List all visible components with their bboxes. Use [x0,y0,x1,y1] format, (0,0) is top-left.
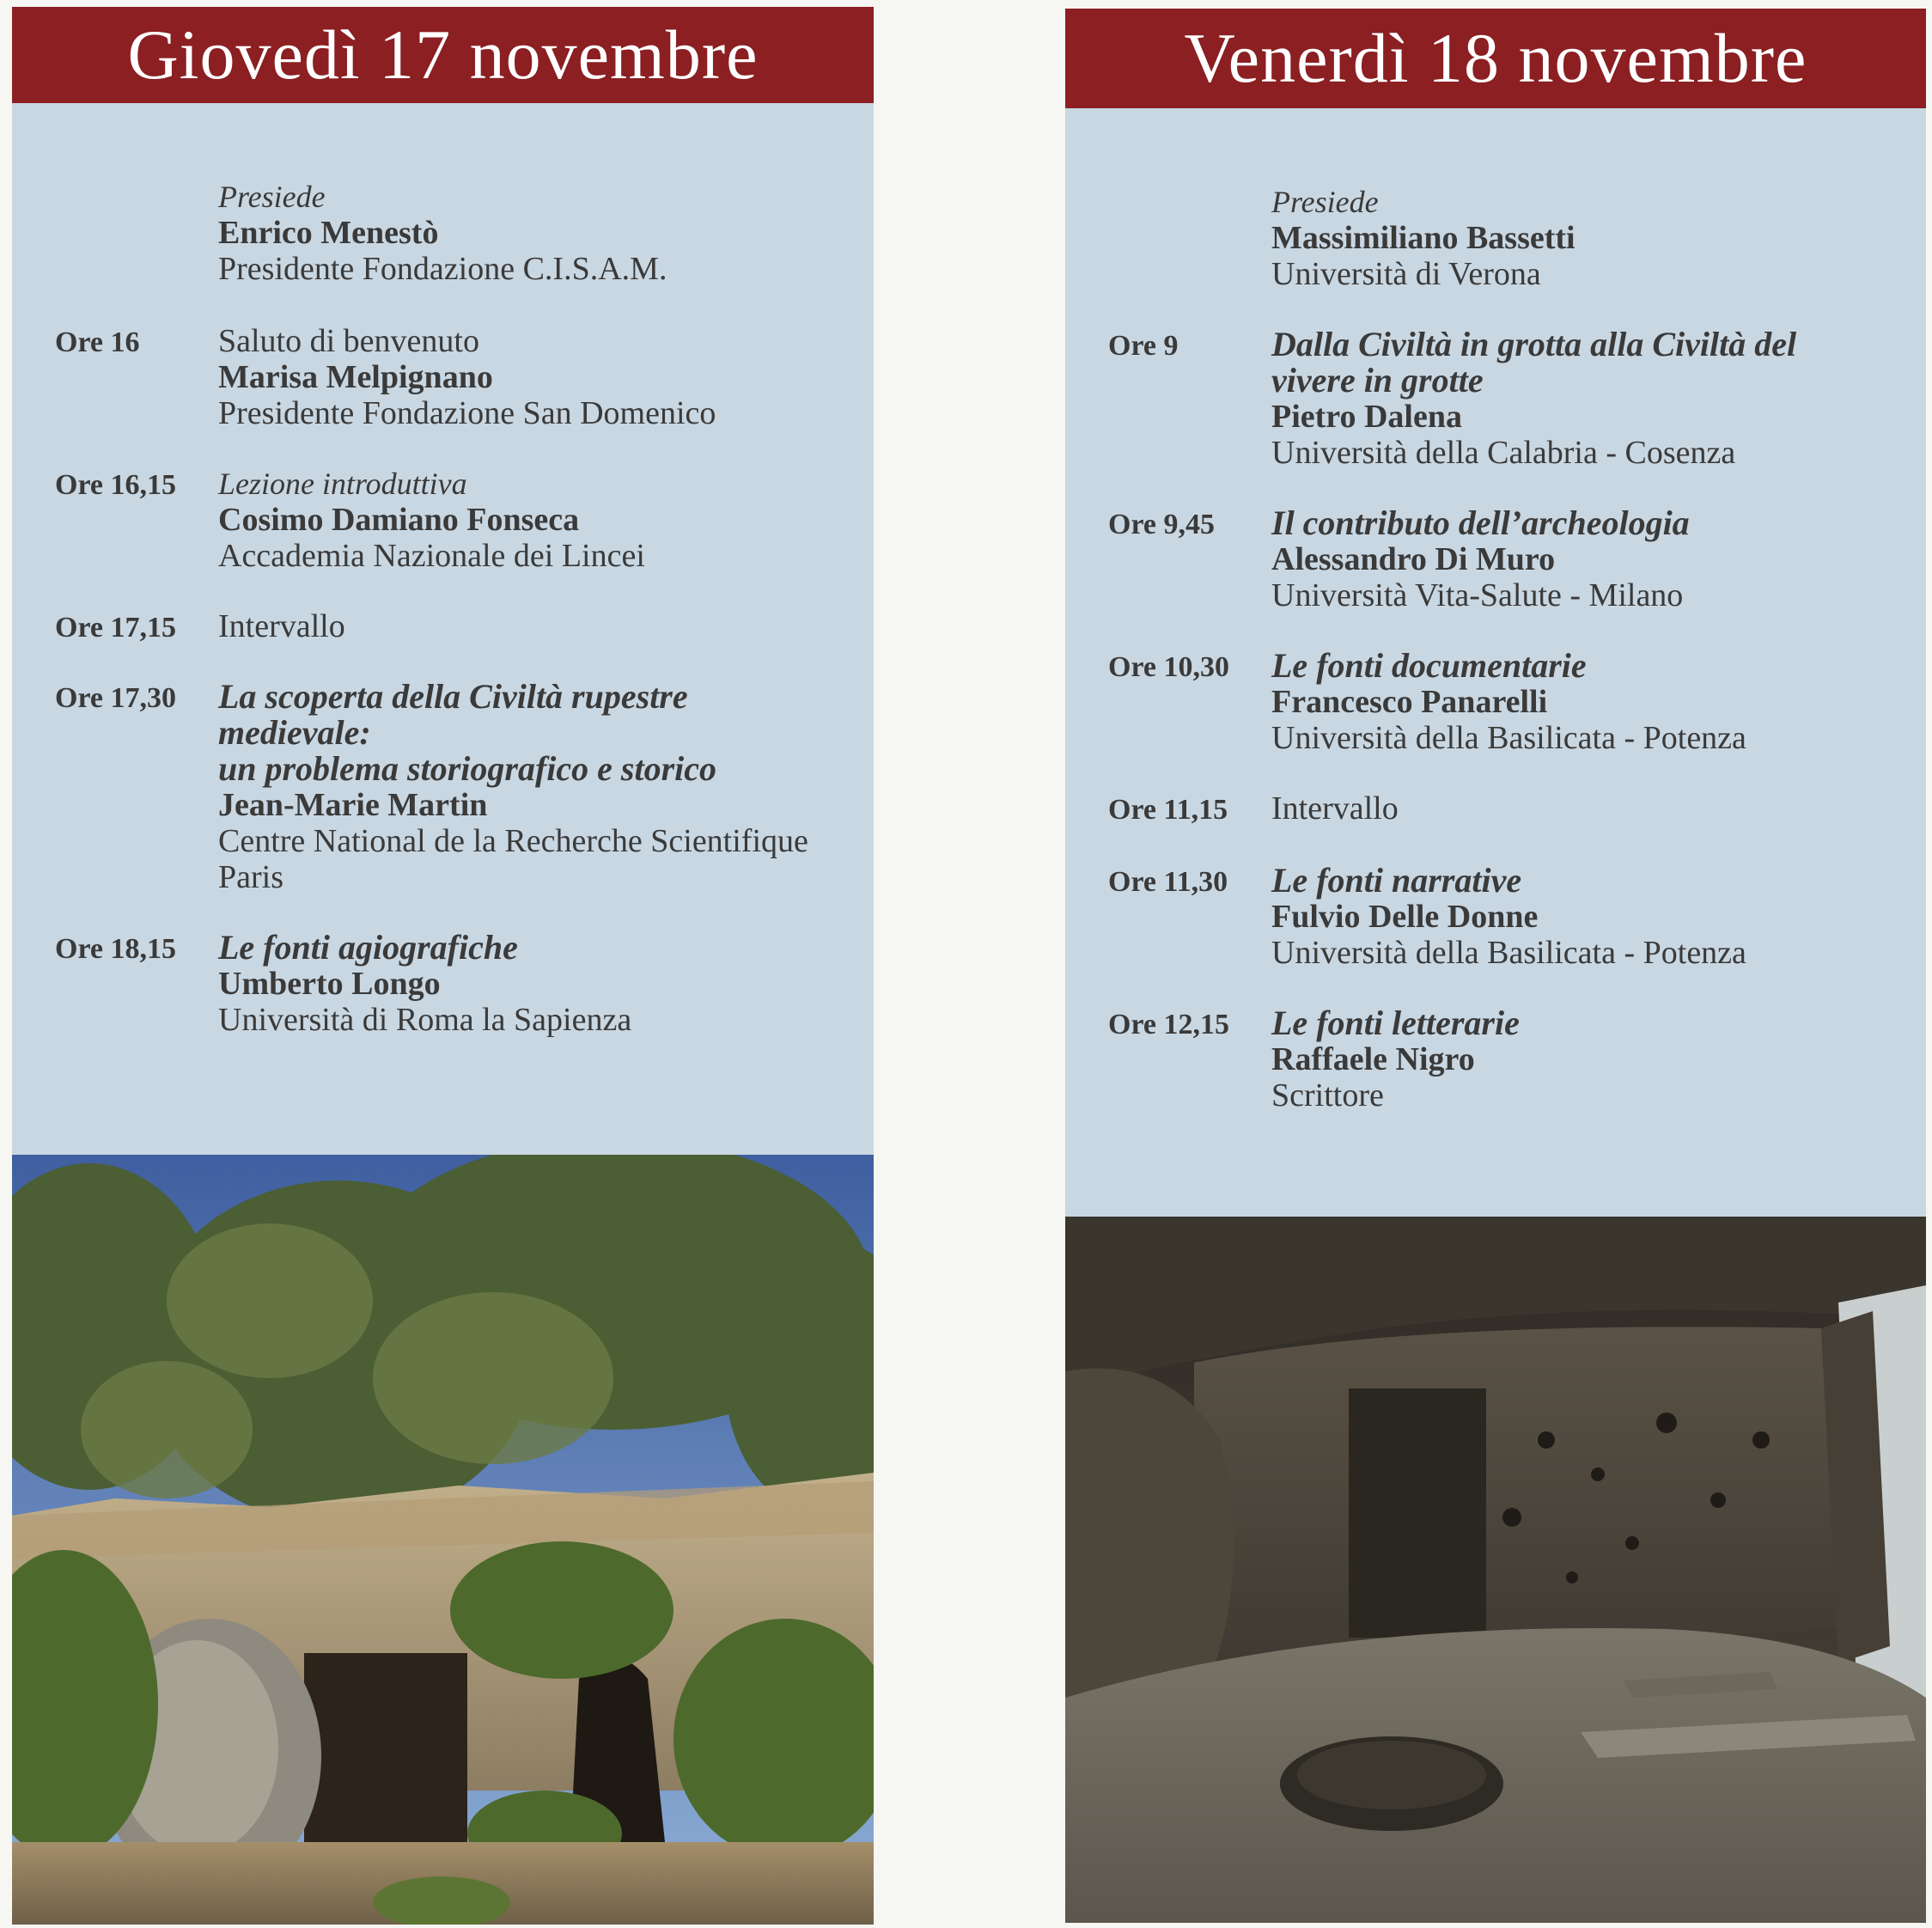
entry-affiliation: Università della Basilicata - Potenza [1271,935,1746,971]
entry-speaker: Fulvio Delle Donne [1271,899,1539,935]
entry-speaker: Francesco Panarelli [1271,684,1548,720]
entry-speaker: Alessandro Di Muro [1271,541,1556,577]
entry-affiliation: Centre National de la Recherche Scientifique [218,823,808,859]
entry-time: Ore 16 [55,326,140,358]
day-header: Venerdì 18 novembre [1065,9,1926,108]
entry-affiliation: Paris [218,859,283,895]
entry-time: Ore 12,15 [1108,1009,1230,1040]
entry-time: Ore 10,30 [1108,651,1230,683]
entry-affiliation: Università di Roma la Sapienza [218,1002,632,1038]
entry-note: Saluto di benvenuto [218,323,479,359]
photo-cave-interior [1065,1217,1926,1923]
chair-name: Enrico Menestò [218,215,439,251]
entry-title: Le fonti agiografiche [218,928,518,967]
chair-block [218,179,667,287]
program-panel-friday [1065,9,1926,1923]
entry-title: medievale: [218,713,371,752]
entry-label: Lezione introduttiva [218,467,467,501]
program-panel-thursday [12,7,874,1925]
entry-title: Dalla Civiltà in grotta alla Civiltà del [1271,325,1797,363]
chair-label: Presiede [218,180,326,214]
chair-name: Massimiliano Bassetti [1271,220,1575,256]
entry-time: Ore 9 [1108,330,1179,362]
entry-title: un problema storiografico e storico [218,749,717,788]
entry-time: Ore 18,15 [55,933,177,965]
entry-note: Intervallo [218,608,345,644]
entry-affiliation: Università Vita-Salute - Milano [1271,577,1684,613]
entry-speaker: Raffaele Nigro [1271,1041,1475,1077]
entry-time: Ore 16,15 [55,469,177,501]
entry-time: Ore 9,45 [1108,509,1216,540]
entry-title: Le fonti documentarie [1271,646,1587,685]
entry-speaker: Pietro Dalena [1271,399,1462,435]
chair-affiliation: Università di Verona [1271,256,1541,292]
chair-affiliation: Presidente Fondazione C.I.S.A.M. [218,251,667,287]
entry-time: Ore 11,30 [1108,866,1228,898]
entry-affiliation: Università della Calabria - Cosenza [1271,435,1736,471]
entry-title: Le fonti letterarie [1271,1004,1520,1042]
entry-affiliation: Accademia Nazionale dei Lincei [218,538,645,574]
cave-illustration [1065,1217,1926,1923]
photo-rock-cave-olive-trees [12,1155,874,1925]
entry-affiliation: Università della Basilicata - Potenza [1271,720,1746,756]
entry-note: Intervallo [1271,790,1399,827]
day-header: Giovedì 17 novembre [12,7,874,103]
entry-speaker: Cosimo Damiano Fonseca [218,502,580,538]
entry-time: Ore 11,15 [1108,794,1228,826]
chair-block [1271,184,1575,292]
entry-speaker: Jean-Marie Martin [218,787,488,823]
entry-title: Il contributo dell’archeologia [1271,503,1690,542]
entry-time: Ore 17,15 [55,612,177,644]
entry-title: La scoperta della Civiltà rupestre [218,677,688,716]
entry-speaker: Marisa Melpignano [218,359,493,395]
landscape-illustration [12,1155,874,1925]
entry-title: vivere in grotte [1271,361,1484,400]
chair-label: Presiede [1271,185,1379,219]
entry-speaker: Umberto Longo [218,966,441,1002]
entry-affiliation: Scrittore [1271,1077,1384,1113]
entry-affiliation: Presidente Fondazione San Domenico [218,395,716,431]
entry-time: Ore 17,30 [55,682,177,714]
entry-title: Le fonti narrative [1271,861,1522,900]
